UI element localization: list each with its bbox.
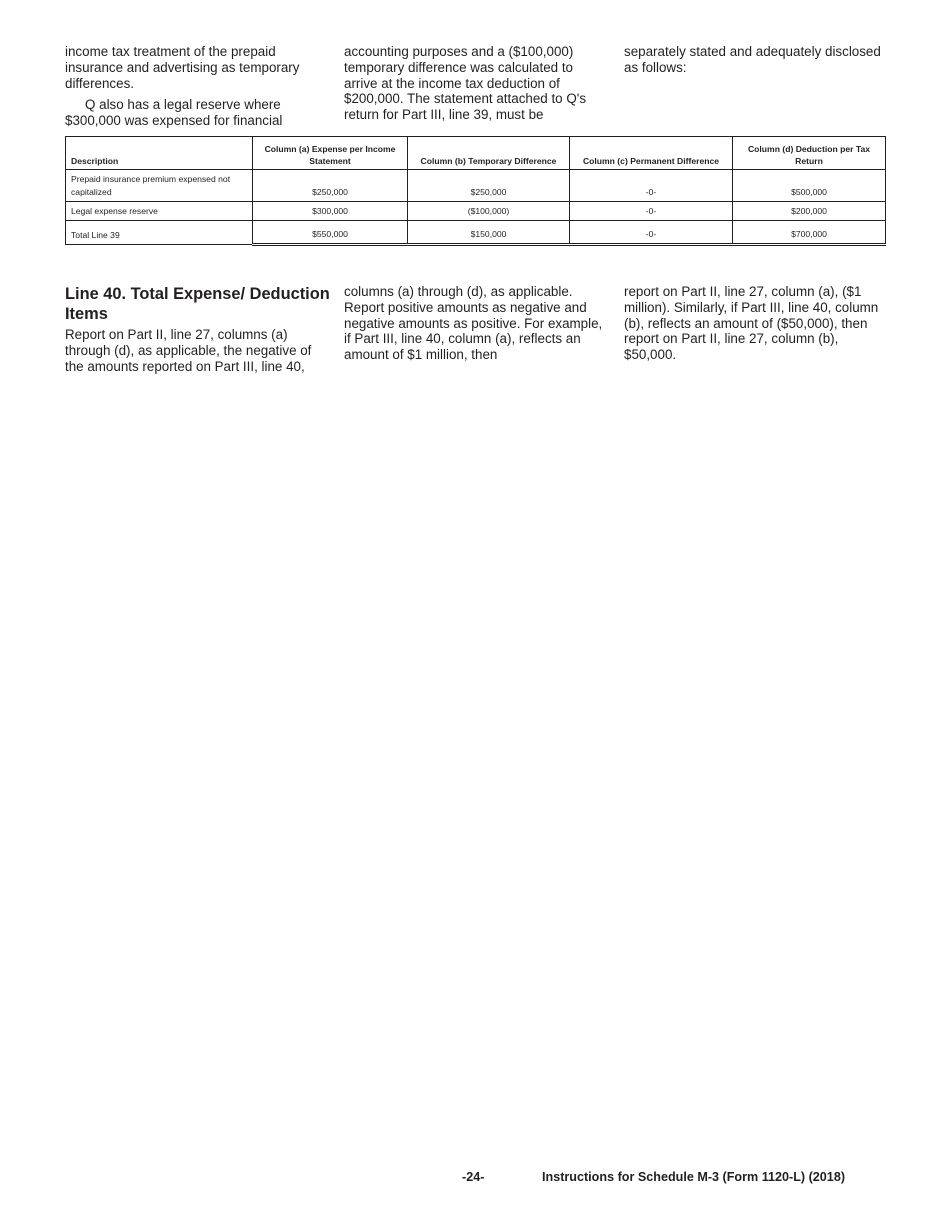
cell-column-a: $300,000 xyxy=(253,202,408,221)
line-39-statement-table xyxy=(65,136,886,246)
column-header-c: Column (c) Permanent Difference xyxy=(570,137,733,170)
cell-description: Legal expense reserve xyxy=(66,202,253,221)
column-header-d: Column (d) Deduction per Tax Return xyxy=(733,137,886,170)
table-header-row xyxy=(66,137,886,170)
form-title: Instructions for Schedule M-3 (Form 1120-L) (2018) xyxy=(542,1170,846,1184)
paragraph: separately stated and adequately disclosed as follows: xyxy=(624,44,881,75)
paragraph: report on Part II, line 27, column (a), ($1 million). Similarly, if Part III, line 40, column (b), reflects an amount of ($50,000), then report on Part II, line 27, column (b), $50,000. xyxy=(624,284,879,363)
cell-column-d: $200,000 xyxy=(733,202,886,221)
cell-column-b: $150,000 xyxy=(408,221,570,245)
page-number: -24- xyxy=(462,1170,485,1184)
cell-description: Total Line 39 xyxy=(66,221,253,245)
section-heading: Line 40. Total Expense/ Deduction Items xyxy=(65,285,330,323)
section-column-3 xyxy=(624,284,884,363)
cell-description: Prepaid insurance premium expensed not capitalized xyxy=(66,170,253,202)
cell-column-a: $550,000 xyxy=(253,221,408,245)
cell-column-b: ($100,000) xyxy=(408,202,570,221)
table-total-row xyxy=(66,221,886,245)
paragraph: columns (a) through (d), as applicable. Report positive amounts as negative and negative amounts as positive. For example, if Part III, line 40, column (a), reflects an amount of $1 million, then xyxy=(344,284,603,363)
column-header-description: Description xyxy=(66,137,253,170)
cell-column-c: -0- xyxy=(570,221,733,245)
cell-column-d: $500,000 xyxy=(733,170,886,202)
cell-column-a: $250,000 xyxy=(253,170,408,202)
column-header-a: Column (a) Expense per Income Statement xyxy=(253,137,408,170)
top-column-2 xyxy=(344,44,604,123)
top-column-3 xyxy=(624,44,884,76)
paragraph: Q also has a legal reserve where $300,000 was expensed for financial xyxy=(65,97,283,129)
column-header-b: Column (b) Temporary Difference xyxy=(408,137,570,170)
top-column-1 xyxy=(65,44,325,129)
table-row xyxy=(66,170,886,202)
paragraph: Report on Part II, line 27, columns (a) through (d), as applicable, the negative of the amounts reported on Part III, line 40, xyxy=(65,327,312,374)
section-column-2 xyxy=(344,284,604,363)
cell-column-d: $700,000 xyxy=(733,221,886,245)
paragraph: accounting purposes and a ($100,000) temporary difference was calculated to arrive at the income tax deduction of $200,000. The statement attached to Q's return for Part III, line 39, must be xyxy=(344,44,587,123)
section-column-1 xyxy=(65,327,325,374)
cell-column-c: -0- xyxy=(570,202,733,221)
table-row xyxy=(66,202,886,221)
cell-column-c: -0- xyxy=(570,170,733,202)
cell-column-b: $250,000 xyxy=(408,170,570,202)
paragraph: income tax treatment of the prepaid insurance and advertising as temporary differences. xyxy=(65,44,300,91)
